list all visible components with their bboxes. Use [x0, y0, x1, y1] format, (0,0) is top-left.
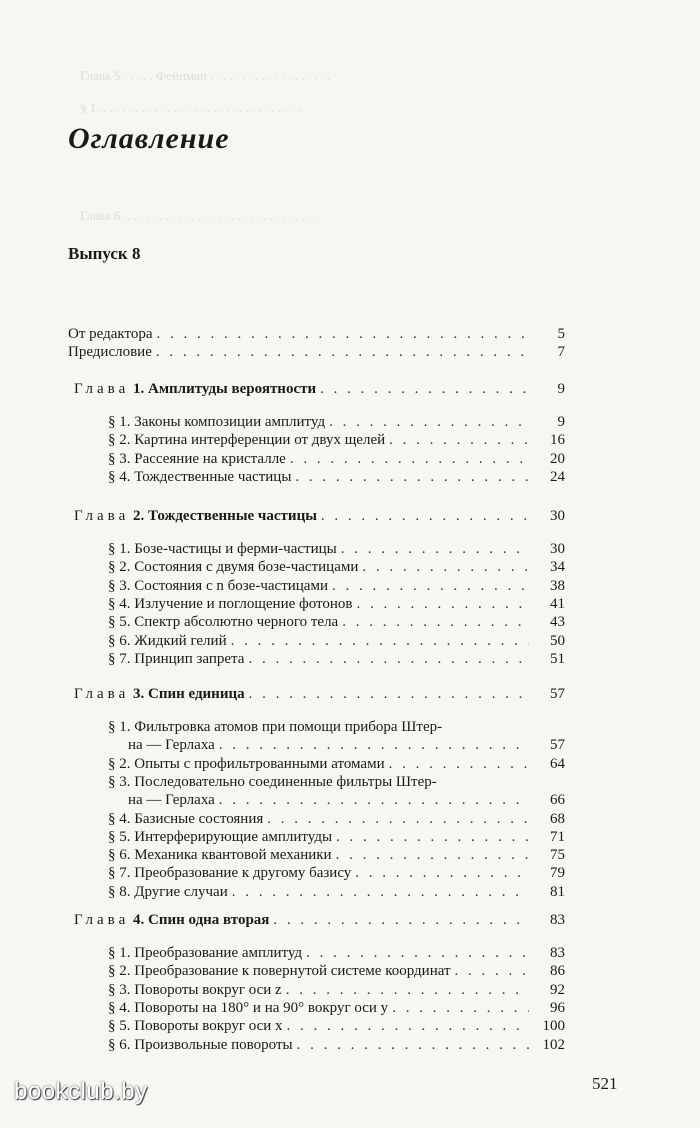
section-page: 51 — [550, 650, 565, 667]
section-title: § 2. Состояния с двумя бозе-частицами — [108, 559, 359, 576]
dot-leader — [157, 325, 530, 343]
dot-leader — [248, 650, 529, 668]
section-page: 16 — [550, 432, 565, 449]
chapter-entry — [74, 685, 565, 703]
section-entry — [108, 1036, 565, 1054]
section-entry — [108, 883, 565, 901]
section-title-continued: на — Герлаха — [128, 737, 215, 754]
section-title: § 3. Состояния с n бозе-частицами — [108, 577, 328, 594]
dot-leader — [232, 883, 529, 901]
section-entry — [108, 944, 565, 962]
dot-leader — [389, 755, 529, 773]
section-entry — [108, 773, 437, 791]
dot-leader — [273, 911, 529, 929]
dot-leader — [286, 981, 529, 999]
section-title: § 8. Другие случаи — [108, 883, 228, 900]
section-entry — [108, 718, 442, 736]
page-number: 521 — [592, 1074, 618, 1093]
section-page: 30 — [550, 541, 565, 557]
chapter-page: 30 — [550, 508, 565, 524]
bleed-through-text: Глава 5 . . . . . Фейнман . . . . . . . . . . . . . . . . . . . — [80, 68, 331, 83]
dot-leader — [362, 558, 529, 576]
chapter-entry — [74, 911, 565, 929]
chapter-entry — [74, 507, 565, 525]
section-entry — [108, 810, 565, 828]
section-title: § 4. Базисные состояния — [108, 810, 264, 827]
section-page: 38 — [550, 577, 565, 594]
dot-leader — [355, 864, 529, 882]
section-page: 50 — [550, 632, 565, 649]
bleed-through-text: § 1. . . . . . . . . . . . . . . . . . . . . . . . . . . . . . . . — [80, 100, 301, 115]
entry-page: 7 — [557, 344, 565, 360]
section-page: 75 — [550, 847, 565, 864]
section-page: 96 — [550, 999, 565, 1016]
section-page: 86 — [550, 963, 565, 980]
watermark-logo: bookclub.by — [14, 1078, 148, 1105]
chapter-title — [74, 685, 245, 703]
chapter-name: 3. Спин единица — [132, 686, 245, 702]
dot-leader — [297, 1036, 529, 1054]
dot-leader — [389, 431, 529, 449]
chapter-page: 9 — [557, 381, 565, 397]
section-entry — [108, 962, 565, 980]
issue-heading: Выпуск 8 — [68, 244, 141, 263]
section-entry — [108, 864, 565, 882]
chapter-name: 1. Амплитуды вероятности — [132, 381, 317, 397]
section-page: 9 — [557, 414, 565, 430]
section-page: 41 — [550, 595, 565, 612]
section-title-continued: на — Герлаха — [128, 792, 215, 809]
section-entry — [108, 558, 565, 576]
section-title: § 6. Жидкий гелий — [108, 632, 227, 649]
chapter-title — [74, 380, 316, 398]
section-page: 100 — [542, 1018, 565, 1035]
dot-leader — [287, 1017, 529, 1035]
section-entry-continued — [128, 736, 565, 754]
section-title: § 2. Преобразование к повернутой системе координат — [108, 963, 451, 980]
dot-leader — [336, 828, 529, 846]
chapter-name: 4. Спин одна вторая — [132, 912, 270, 928]
section-page: 83 — [550, 945, 565, 961]
dot-leader — [295, 468, 529, 486]
section-entry — [108, 450, 565, 468]
section-title: § 3. Повороты вокруг оси z — [108, 981, 282, 998]
section-page: 81 — [550, 883, 565, 900]
section-title: § 1. Преобразование амплитуд — [108, 945, 303, 961]
dot-leader — [320, 380, 529, 398]
chapter-page: 57 — [550, 686, 565, 702]
bleed-through-text: Глава 6. . . . . . . . . . . . . . . . . . . . . . . . . . . . . . . — [80, 208, 319, 223]
chapter-label: Глава — [74, 912, 130, 928]
section-page: 43 — [550, 614, 565, 631]
dot-leader — [336, 846, 529, 864]
section-page: 24 — [550, 468, 565, 485]
section-entry — [108, 577, 565, 595]
section-page: 57 — [550, 737, 565, 754]
section-entry — [108, 613, 565, 631]
chapter-page: 83 — [550, 912, 565, 928]
section-page: 20 — [550, 450, 565, 467]
section-page: 71 — [550, 828, 565, 845]
chapter-title — [74, 507, 317, 525]
dot-leader — [219, 736, 529, 754]
section-entry — [108, 650, 565, 668]
section-entry — [108, 828, 565, 846]
section-title: § 6. Произвольные повороты — [108, 1036, 293, 1053]
dot-leader — [321, 507, 529, 525]
chapter-entry — [74, 380, 565, 398]
dot-leader — [231, 632, 529, 650]
section-entry — [108, 999, 565, 1017]
dot-leader — [306, 944, 529, 962]
page-title: Оглавление — [68, 122, 230, 155]
section-entry — [108, 431, 565, 449]
section-entry — [108, 755, 565, 773]
dot-leader — [290, 450, 529, 468]
dot-leader — [156, 343, 529, 361]
dot-leader — [332, 577, 529, 595]
chapter-label: Глава — [74, 508, 130, 524]
section-entry — [108, 632, 565, 650]
section-title: § 1. Бозе-частицы и ферми-частицы — [108, 541, 337, 557]
section-entry — [108, 1017, 565, 1035]
section-page: 34 — [550, 559, 565, 576]
dot-leader — [249, 685, 529, 703]
chapter-label: Глава — [74, 686, 130, 702]
section-entry — [108, 540, 565, 558]
chapter-label: Глава — [74, 381, 130, 397]
section-page: 79 — [550, 865, 565, 882]
dot-leader — [357, 595, 530, 613]
section-title: § 7. Преобразование к другому базису — [108, 865, 352, 882]
section-title: § 4. Излучение и поглощение фотонов — [108, 595, 353, 612]
chapter-name: 2. Тождественные частицы — [132, 508, 317, 524]
section-title: § 6. Механика квантовой механики — [108, 847, 332, 864]
section-title: § 2. Картина интерференции от двух щелей — [108, 432, 386, 449]
section-page: 68 — [550, 810, 565, 827]
entry-title: Предисловие — [68, 344, 152, 360]
section-page: 64 — [550, 755, 565, 772]
dot-leader — [267, 810, 529, 828]
section-entry — [108, 981, 565, 999]
section-page: 102 — [542, 1036, 565, 1053]
section-title: § 7. Принцип запрета — [108, 650, 245, 667]
entry-page: 5 — [557, 326, 565, 342]
section-page: 92 — [550, 981, 565, 998]
section-entry — [108, 413, 565, 431]
dot-leader — [342, 613, 529, 631]
section-title: § 2. Опыты с профильтрованными атомами — [108, 755, 385, 772]
section-entry — [108, 846, 565, 864]
section-title: § 5. Спектр абсолютно черного тела — [108, 614, 339, 631]
section-title: § 5. Интерферирующие амплитуды — [108, 828, 333, 845]
section-title: § 4. Повороты на 180° и на 90° вокруг оси y — [108, 999, 389, 1016]
section-title: § 1. Законы композиции амплитуд — [108, 414, 326, 430]
section-entry — [108, 468, 565, 486]
section-page: 66 — [550, 792, 565, 809]
dot-leader — [219, 791, 529, 809]
section-title: § 3. Последовательно соединенные фильтры Штер- — [108, 773, 437, 790]
section-title: § 5. Повороты вокруг оси x — [108, 1018, 283, 1035]
dot-leader — [392, 999, 529, 1017]
toc-entry — [68, 325, 565, 343]
entry-title: От редактора — [68, 326, 153, 342]
dot-leader — [341, 540, 529, 558]
dot-leader — [329, 413, 529, 431]
section-title: § 1. Фильтровка атомов при помощи прибора Штер- — [108, 719, 443, 735]
section-title: § 3. Рассеяние на кристалле — [108, 450, 286, 467]
toc-entry — [68, 343, 565, 361]
section-title: § 4. Тождественные частицы — [108, 468, 292, 485]
dot-leader — [455, 962, 529, 980]
section-entry-continued — [128, 791, 565, 809]
section-entry — [108, 595, 565, 613]
chapter-title — [74, 911, 269, 929]
